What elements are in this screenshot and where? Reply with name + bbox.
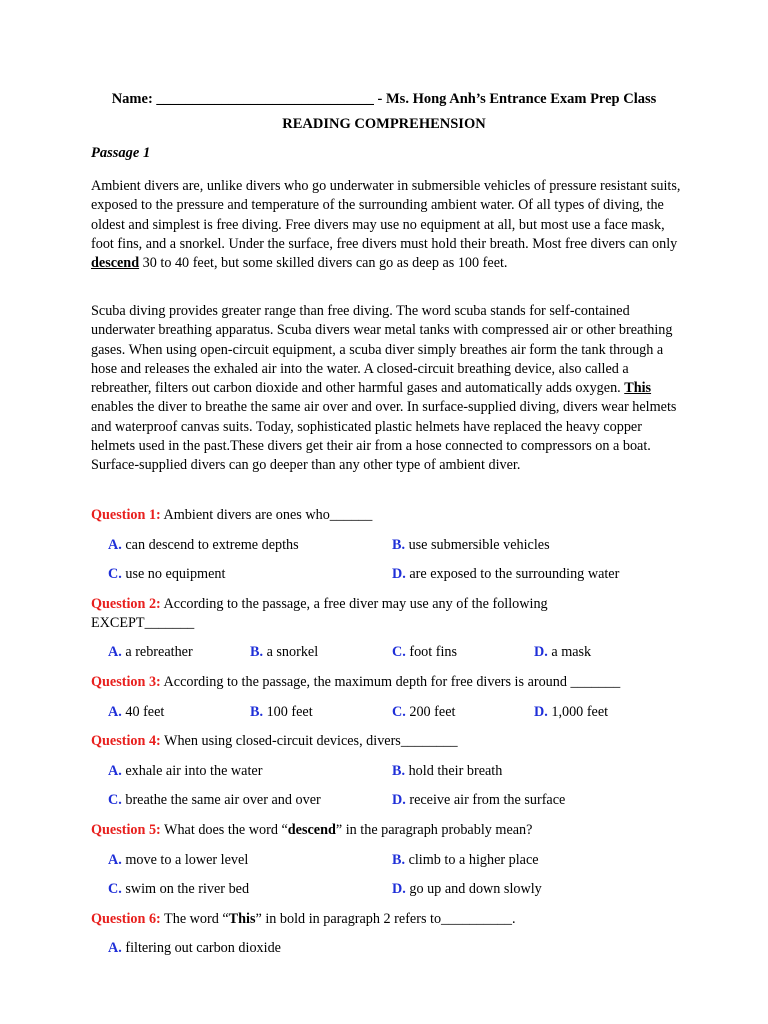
paragraph-2-text-a: Scuba diving provides greater range than free diving. The word scuba stands for self-contained underwater breathing apparatus. Scuba divers wear metal tanks with compressed air or other breathing gases. When using open-circuit equipment, a scuba diver simply breathes air form the tank through a hose and releases the exhaled air into the water. A closed-circuit breathing device, also called a rebreather, filters out carbon dioxide and other harmful gases and automatically adds oxygen. [91,303,673,397]
option-letter: B. [250,704,264,720]
option-letter: B. [392,763,406,779]
question-label: Question 5: [91,822,161,838]
option-letter: A. [108,537,122,553]
paragraph-1-text-a: Ambient divers are, unlike divers who go underwater in submersible vehicles of pressure resistant suits, exposed to the pressure and temperature of the surrounding ambient water. Of all types of diving, the oldest and simplest is free diving. Free divers may use no equipment at all, but most use a face mask, foot fins, and a snorkel. Under the surface, free divers must hold their breath. Most free divers can only [91,178,681,252]
question-3 [91,673,691,692]
option-text: receive air from the surface [405,792,566,808]
option-text: exhale air into the water [121,763,263,779]
option-text: 40 feet [121,704,165,720]
q4-option-d[interactable] [392,791,565,810]
question-text-b: ” in bold in paragraph 2 refers to__________. [255,911,516,927]
question-label: Question 6: [91,911,161,927]
question-keyword: This [228,911,256,927]
q2-option-d[interactable] [534,643,591,662]
option-letter: D. [534,704,548,720]
question-6 [91,910,691,929]
option-text: go up and down slowly [405,881,542,897]
q5-option-c[interactable] [108,880,249,899]
option-text: use no equipment [121,566,226,582]
q3-option-c[interactable] [392,703,455,722]
highlight-this: This [624,380,652,397]
option-text: climb to a higher place [405,852,539,868]
option-letter: B. [250,644,264,660]
option-text: foot fins [405,644,458,660]
option-letter: B. [392,537,406,553]
question-label: Question 2: [91,596,161,612]
option-letter: C. [108,792,122,808]
q4-option-b[interactable] [392,762,502,781]
paragraph-2-text-b: enables the diver to breathe the same air over and over. In surface-supplied diving, divers wear helmets and waterproof canvas suits. Today, sophisticated plastic helmets have replaced the heavy copper helmets used in the past.These divers get their air from a hose connected to compressors on a boat. Surface-supplied divers can go deeper than any other type of ambient diver. [91,399,677,474]
class-title: - Ms. Hong Anh’s Entrance Exam Prep Class [377,91,657,107]
header-line [0,91,768,108]
option-letter: A. [108,763,122,779]
question-text: When using closed-circuit devices, divers________ [160,733,458,749]
q3-option-d[interactable] [534,703,608,722]
question-label: Question 1: [91,507,161,523]
q2-option-a[interactable] [108,643,193,662]
q5-option-d[interactable] [392,880,542,899]
q2-option-c[interactable] [392,643,457,662]
question-1 [91,506,691,525]
question-2 [91,595,611,634]
q4-option-c[interactable] [108,791,321,810]
option-text: move to a lower level [121,852,249,868]
option-text: are exposed to the surrounding water [405,566,620,582]
question-text-a: What does the word “ [160,822,288,838]
option-letter: B. [392,852,406,868]
question-text: According to the passage, a free diver may use any of the following EXCEPT_______ [91,596,548,632]
option-letter: C. [108,566,122,582]
q5-option-a[interactable] [108,851,248,870]
option-text: a mask [547,644,592,660]
option-text: a snorkel [263,644,319,660]
option-letter: C. [392,704,406,720]
option-text: breathe the same air over and over [121,792,321,808]
passage-label: Passage 1 [91,145,151,161]
option-letter: A. [108,704,122,720]
option-letter: C. [108,881,122,897]
option-letter: C. [392,644,406,660]
question-text-a: The word “ [160,911,229,927]
option-text: use submersible vehicles [405,537,550,553]
option-text: 100 feet [263,704,313,720]
option-text: swim on the river bed [121,881,250,897]
option-text: can descend to extreme depths [121,537,299,553]
option-letter: D. [534,644,548,660]
q1-option-a[interactable] [108,536,299,555]
question-keyword: descend [287,822,336,838]
option-text: 200 feet [405,704,456,720]
paragraph-2 [91,302,681,476]
q6-option-a[interactable] [108,939,281,958]
q3-option-b[interactable] [250,703,313,722]
page-title: READING COMPREHENSION [282,116,486,132]
question-text-b: ” in the paragraph probably mean? [335,822,533,838]
question-label: Question 3: [91,674,161,690]
q5-option-b[interactable] [392,851,539,870]
option-letter: D. [392,566,406,582]
q1-option-c[interactable] [108,565,225,584]
q4-option-a[interactable] [108,762,262,781]
option-text: filtering out carbon dioxide [121,940,281,956]
question-text: According to the passage, the maximum depth for free divers is around _______ [160,674,621,690]
question-text: Ambient divers are ones who______ [160,507,373,523]
option-letter: A. [108,940,122,956]
paragraph-1-text-b: 30 to 40 feet, but some skilled divers can go as deep as 100 feet. [139,255,508,272]
option-letter: A. [108,644,122,660]
question-5 [91,821,691,840]
option-letter: D. [392,881,406,897]
q1-option-b[interactable] [392,536,550,555]
q1-option-d[interactable] [392,565,619,584]
option-letter: A. [108,852,122,868]
highlight-descend: descend [91,255,140,272]
name-blank: ______________________________ [156,91,374,107]
question-4 [91,732,691,751]
question-label: Question 4: [91,733,161,749]
option-letter: D. [392,792,406,808]
q3-option-a[interactable] [108,703,164,722]
paragraph-1 [91,177,681,273]
option-text: a rebreather [121,644,193,660]
option-text: 1,000 feet [547,704,609,720]
name-label: Name: [111,91,153,107]
option-text: hold their breath [405,763,503,779]
q2-option-b[interactable] [250,643,318,662]
